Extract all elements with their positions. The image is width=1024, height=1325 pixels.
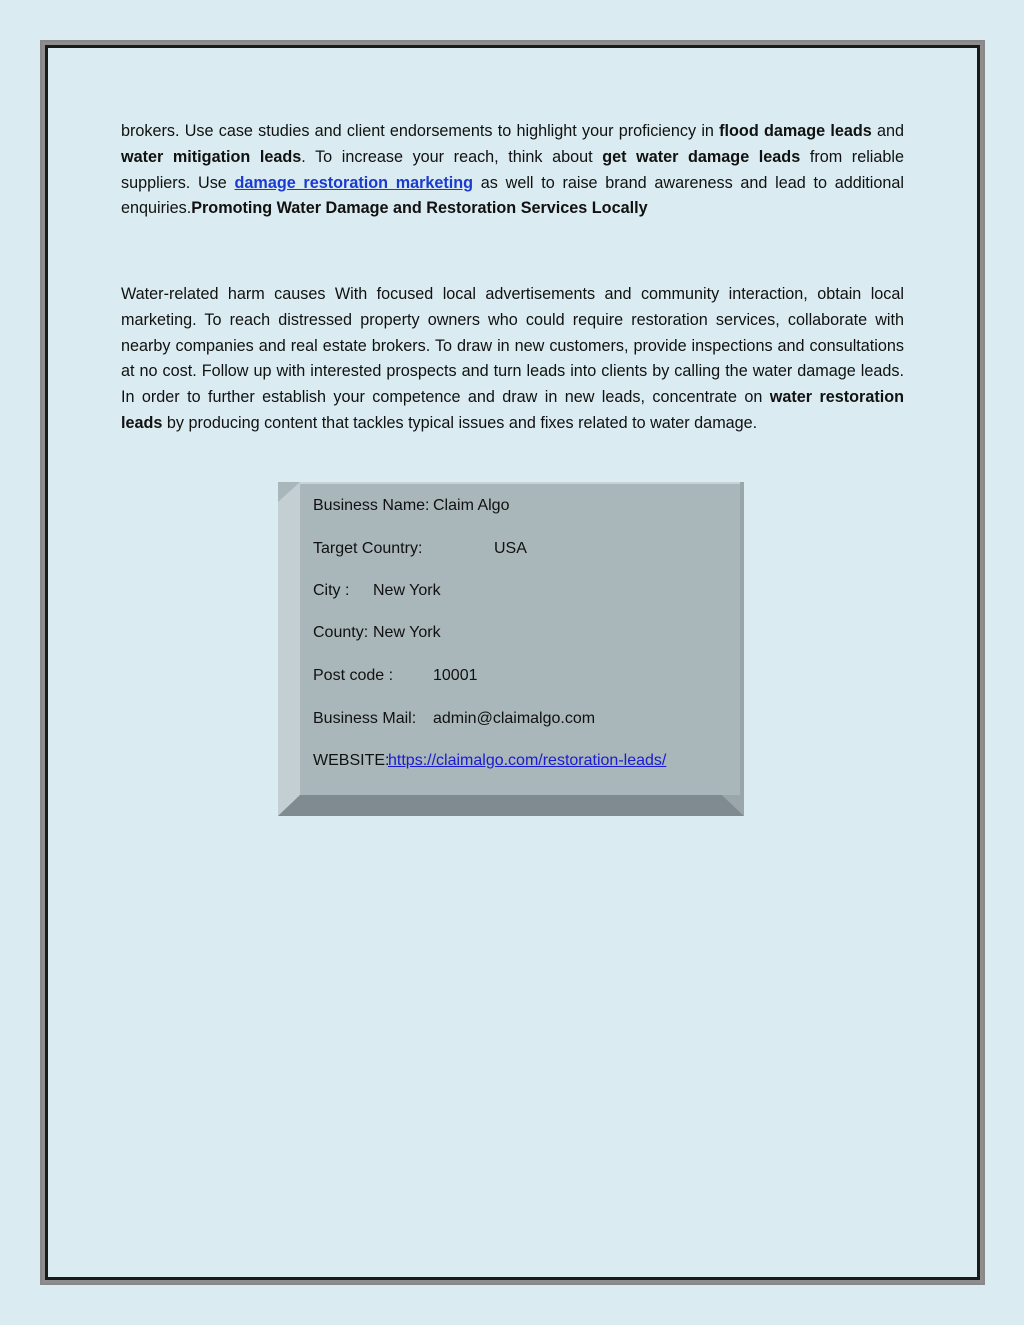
postcode-label: Post code : <box>313 667 394 684</box>
business-mail-label: Business Mail: <box>313 710 417 727</box>
section-heading-local-promotion: Promoting Water Damage and Restoration Services Locally <box>191 199 648 218</box>
text-span: . To increase your reach, think about <box>301 147 603 166</box>
target-country-label: Target Country: <box>313 540 423 557</box>
target-country-value: USA <box>494 540 527 557</box>
postcode-value: 10001 <box>433 667 478 684</box>
city-value: New York <box>373 582 441 599</box>
business-mail-value: admin@claimalgo.com <box>433 710 596 727</box>
bold-keyword-water-mitigation-leads: water mitigation leads <box>121 147 302 166</box>
county-value: New York <box>373 624 441 641</box>
paragraph-marketing-intro <box>121 119 904 222</box>
paragraph-local-marketing <box>121 282 904 437</box>
bold-keyword-flood-damage-leads: flood damage leads <box>719 122 872 140</box>
damage-restoration-marketing-link[interactable]: damage restoration marketing <box>234 173 474 192</box>
bold-keyword-get-water-damage-leads: get water damage leads <box>602 147 801 166</box>
business-name-label: Business Name: <box>313 497 430 514</box>
business-info-card <box>278 482 744 816</box>
text-span: brokers. Use case studies and client endorsements to highlight your proficiency in <box>121 122 720 140</box>
bold-keyword-water-restoration-leads: water restoration leads <box>121 388 904 432</box>
text-span: as well to raise brand awareness and lead to additional enquiries. <box>121 173 904 218</box>
website-label: WEBSITE: <box>313 752 390 769</box>
website-link[interactable]: https://claimalgo.com/restoration-leads/ <box>388 752 667 769</box>
county-label: County: <box>313 624 369 641</box>
business-name-value: Claim Algo <box>433 497 510 514</box>
text-span: from reliable suppliers. Use <box>121 147 904 192</box>
text-span: and <box>871 122 904 140</box>
city-label: City : <box>313 582 350 599</box>
text-span: by producing content that tackles typical issues and fixes related to water damage. <box>162 413 758 432</box>
text-span: Water-related harm causes With focused local advertisements and community interaction, obtain local marketing. To reach distressed property owners who could require restoration services, collaborate with nearby companies and real estate brokers. To draw in new customers, provide inspections and consultations at no cost. Follow up with interested prospects and turn leads into clients by calling the water damage leads. In order to further establish your competence and draw in new leads, concentrate on <box>121 285 904 407</box>
